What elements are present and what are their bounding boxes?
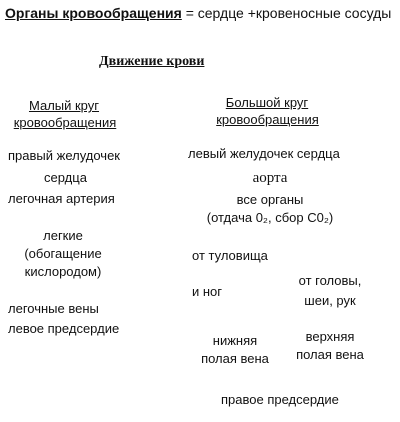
small-circle-line-6: кислородом) [24, 264, 102, 279]
small-circle-line-5: (обогащение [24, 246, 102, 261]
big-circle-heading-1: Большой круг [225, 95, 309, 110]
big-circle-line-3: все органы [236, 192, 304, 207]
big-circle-line-4: (отдача 0₂, сбор С0₂) [206, 210, 334, 225]
big-circle-line-12: полая вена [296, 347, 364, 362]
page-title [5, 5, 391, 21]
big-circle-line-8: шеи, рук [304, 293, 356, 308]
big-circle-line-1: левый желудочек сердца [188, 146, 340, 161]
big-circle-line-11: верхняя [305, 329, 355, 344]
big-circle-line-2: аорта [252, 170, 288, 186]
small-circle-line-2: сердца [44, 170, 87, 185]
small-circle-heading-2: кровообращения [13, 115, 117, 130]
small-circle-heading-1: Малый круг [28, 98, 100, 113]
big-circle-line-9: нижняя [212, 333, 258, 348]
small-circle-line-7: легочные вены [8, 301, 99, 316]
big-circle-line-13: правое предсердие [221, 392, 339, 407]
subheading: Движение крови [99, 54, 205, 69]
big-circle-line-7: от головы, [298, 273, 362, 288]
title-rest: = сердце +кровеносные сосуды [181, 5, 392, 21]
small-circle-line-1: правый желудочек [8, 148, 120, 163]
big-circle-line-6: и ног [192, 284, 223, 299]
small-circle-line-8: левое предсердие [8, 321, 120, 336]
big-circle-heading-2: кровообращения [216, 112, 319, 127]
big-circle-line-5: от туловища [192, 248, 268, 263]
small-circle-line-4: легкие [43, 228, 83, 243]
big-circle-line-10: полая вена [201, 351, 269, 366]
small-circle-line-3: легочная артерия [8, 191, 115, 206]
title-bold: Органы кровообращения [5, 5, 182, 21]
